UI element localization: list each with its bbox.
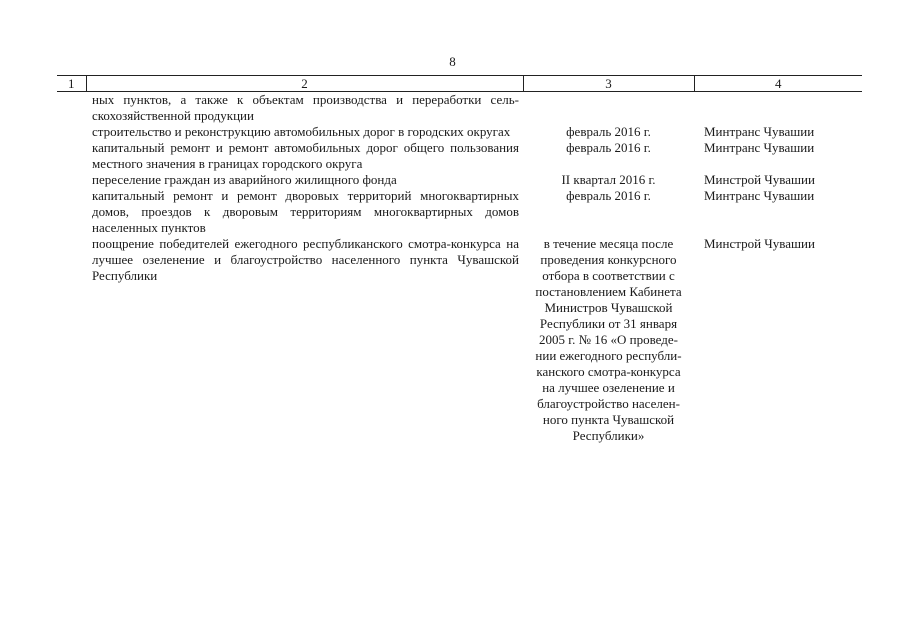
- measure-responsible: Минстрой Чувашии: [704, 236, 815, 251]
- measure-responsible: Минтранс Чувашии: [704, 124, 815, 139]
- table-row: [57, 124, 862, 140]
- column-header-4: 4: [694, 76, 862, 92]
- measure-responsible: Минстрой Чувашии: [704, 172, 815, 187]
- table-row: [57, 236, 862, 444]
- measure-term: II квартал 2016 г.: [561, 172, 656, 187]
- measure-responsible: [694, 92, 862, 125]
- measure-term: в течение месяца после проведения конкурсного отбора в соответствии с постановлением Кабинета Министров Чувашской Республики от 31 января 2005 г. № 16 «О проведении ежегодного республиканского смотра-конкурса на лучшее озеленение и благоустройство населенного пункта Чувашской Республики»: [535, 236, 682, 443]
- table-header-row: [57, 76, 862, 92]
- row-number-cell: [57, 236, 86, 444]
- measure-term: [523, 92, 694, 125]
- measure-term: февраль 2016 г.: [566, 188, 651, 203]
- measure-description: капитальный ремонт и ремонт дворовых территорий многоквартирных домов, проездов к дворовым территориям многоквартирных домов населенных пунктов: [92, 188, 519, 235]
- page-number: 8: [449, 54, 456, 69]
- table-row: [57, 172, 862, 188]
- measure-description: капитальный ремонт и ремонт автомобильных дорог общего пользования местного значения в границах городского округа: [92, 140, 519, 171]
- column-header-3: 3: [523, 76, 694, 92]
- measure-description: строительство и реконструкцию автомобильных дорог в городских округах: [92, 124, 511, 139]
- row-number-cell: [57, 140, 86, 172]
- measure-responsible: Минтранс Чувашии: [704, 140, 815, 155]
- measure-description: поощрение победителей ежегодного республиканского смотра-конкурса на лучшее озеленение и благоустройство населенного пункта Чувашской Республики: [92, 236, 519, 283]
- measure-responsible: Минтранс Чувашии: [704, 188, 815, 203]
- row-number-cell: [57, 172, 86, 188]
- table-row: [57, 92, 862, 125]
- row-number-cell: [57, 92, 86, 125]
- row-number-cell: [57, 124, 86, 140]
- measure-description: переселение граждан из аварийного жилищного фонда: [92, 172, 397, 187]
- table-row: [57, 188, 862, 236]
- column-header-2: 2: [86, 76, 523, 92]
- measures-table: [57, 75, 862, 444]
- row-number-cell: [57, 188, 86, 236]
- table-row: [57, 140, 862, 172]
- column-header-1: 1: [57, 76, 86, 92]
- measure-description: ных пунктов, а также к объектам производства и переработки сельскохозяйственной продукции: [92, 92, 519, 123]
- measure-term: февраль 2016 г.: [566, 140, 651, 155]
- measure-term: февраль 2016 г.: [566, 124, 651, 139]
